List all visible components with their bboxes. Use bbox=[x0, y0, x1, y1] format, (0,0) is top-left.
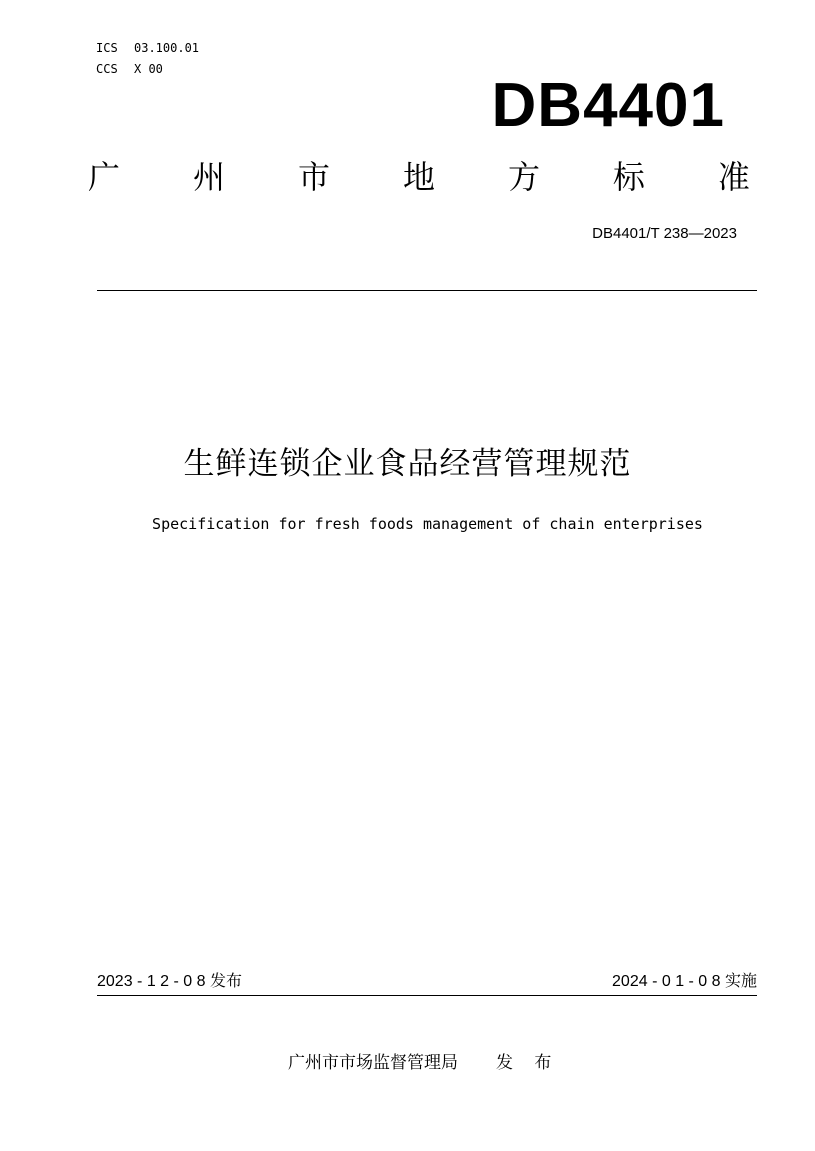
ics-label: ICS bbox=[96, 41, 118, 55]
issuer-line bbox=[288, 1052, 559, 1074]
issuer-action: 发 布 bbox=[496, 1053, 560, 1073]
standard-code-logo: DB4401 bbox=[491, 71, 725, 140]
publish-date: 2023 - 1 2 - 0 8 发布 bbox=[97, 973, 242, 990]
document-english-title: Specification for fresh foods management of chain enterprises bbox=[152, 515, 703, 533]
effective-date: 2024 - 0 1 - 0 8 实施 bbox=[612, 973, 757, 990]
document-title: 生鲜连锁企业食品经营管理规范 bbox=[183, 446, 632, 482]
standard-type-heading bbox=[88, 157, 750, 197]
standard-type-char: 地 bbox=[402, 158, 435, 196]
issuer-name: 广州市市场监督管理局 bbox=[288, 1053, 458, 1073]
ics-code: 03.100.01 bbox=[134, 41, 200, 55]
standard-type-char: 州 bbox=[192, 158, 225, 196]
footer-divider bbox=[97, 995, 757, 996]
standard-type-char: 标 bbox=[612, 158, 645, 196]
ics-classification bbox=[96, 41, 199, 55]
ccs-code: X 00 bbox=[134, 62, 163, 76]
ccs-label: CCS bbox=[96, 62, 118, 76]
header-divider bbox=[97, 290, 757, 291]
standard-type-char: 市 bbox=[297, 158, 330, 196]
standard-type-char: 广 bbox=[88, 158, 121, 196]
standard-type-char: 准 bbox=[717, 158, 750, 196]
standard-number: DB4401/T 238—2023 bbox=[592, 225, 737, 242]
standard-type-char: 方 bbox=[507, 158, 540, 196]
ccs-classification bbox=[96, 62, 163, 76]
